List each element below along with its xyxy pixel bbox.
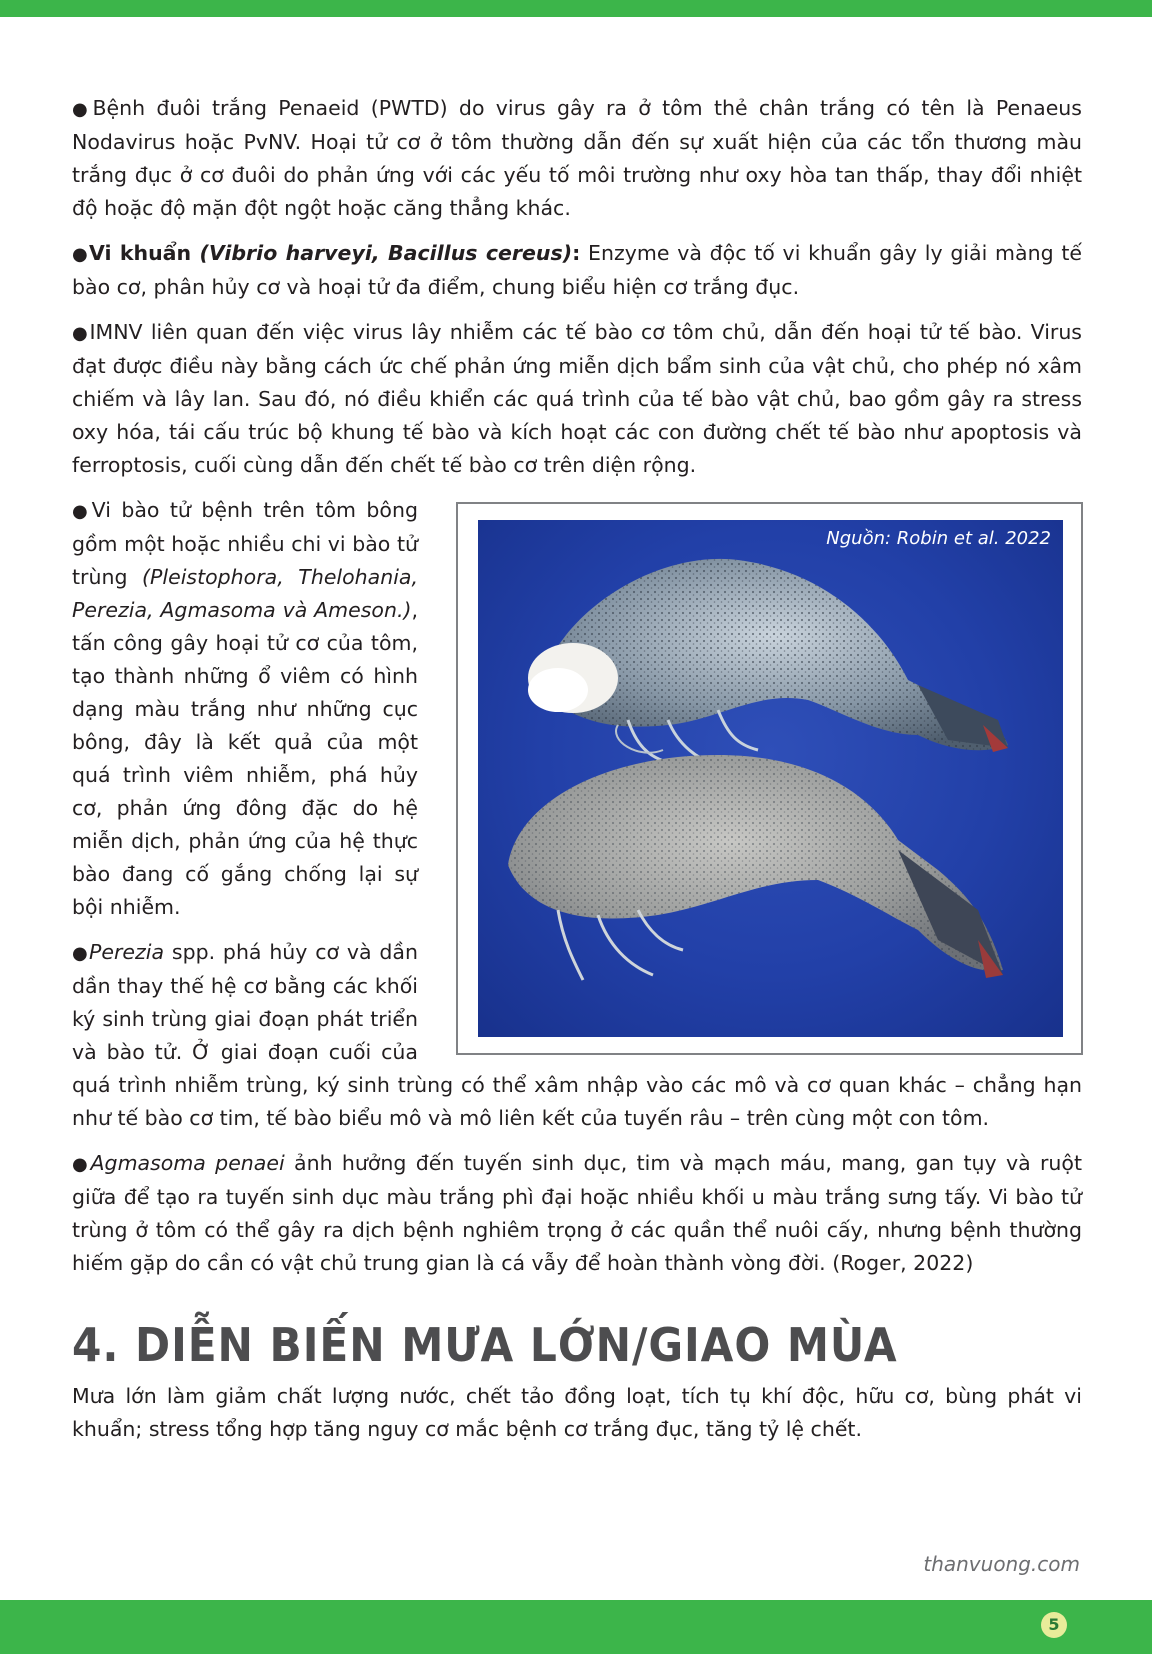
paragraph-text: Enzyme và độc tố vi khuẩn gây ly giải màng tế bào cơ, phân hủy cơ và hoại tử đa điểm, chung biểu hiện cơ trắng đục. <box>72 241 1082 299</box>
section-heading: 4. DIỄN BIẾN MƯA LỚN/GIAO MÙA <box>72 1318 898 1372</box>
bullet: ● <box>72 99 93 120</box>
shrimp-photo <box>478 520 1063 1037</box>
upper-shrimp <box>528 559 1008 765</box>
paragraph-text: , tấn công gây hoại tử cơ của tôm, tạo thành những ổ viêm có hình dạng màu trắng như những cục bông, đây là kết quả của một quá trình viêm nhiễm, phá hủy cơ, phản ứng đông đặc do hệ miễn dịch, phản ứng của hệ thực bào đang cố gắng chống lại sự bội nhiễm. <box>72 598 418 919</box>
photo-credit: Nguồn: Robin et al. 2022 <box>826 528 1051 549</box>
shrimp-illustration <box>478 520 1063 1037</box>
article-body <box>72 92 1082 1458</box>
bottom-green-bar <box>0 1600 1152 1654</box>
bullet: ● <box>72 1154 91 1175</box>
paragraph-agmasoma <box>72 1147 1082 1280</box>
paragraph-pwtd <box>72 92 1082 225</box>
paragraph-text: IMNV liên quan đến việc virus lây nhiễm các tế bào cơ tôm chủ, dẫn đến hoại tử tế bào. Virus đạt được điều này bằng cách ức chế phản ứng miễn dịch bẩm sinh của vật chủ, cho phép nó xâm chiếm và lây lan. Sau đó, nó điều khiển các quá trình của tế bào vật chủ, bao gồm gây ra stress oxy hóa, tái cấu trúc bộ khung tế bào và kích hoạt các con đường chết tế bào như apoptosis và ferroptosis, cuối cùng dẫn đến chết tế bào cơ trên diện rộng. <box>72 320 1082 477</box>
paragraph-text: Vi bào tử bệnh trên tôm bông gồm một hoặc nhiều chi vi bào tử trùng <box>72 498 418 589</box>
paragraph-text: Bệnh đuôi trắng Penaeid (PWTD) do virus gây ra ở tôm thẻ chân trắng có tên là Penaeus Nodavirus hoặc PvNV. Hoại tử cơ ở tôm thường dẫn đến sự xuất hiện của các tổn thương màu trắng đục ở cơ đuôi do phản ứng với các yếu tố môi trường như oxy hòa tan thấp, thay đổi nhiệt độ hoặc độ mặn đột ngột hoặc căng thẳng khác. <box>72 96 1082 220</box>
paragraph-text: ảnh hưởng đến tuyến sinh dục, tim và mạch máu, mang, gan tụy và ruột giữa để tạo ra tuyến sinh dục màu trắng phì đại hoặc nhiều khối u màu trắng sưng tấy. Vi bào tử trùng ở tôm có thể gây ra dịch bệnh nghiêm trọng ở các quần thể nuôi cấy, nhưng bệnh thường hiếm gặp do cần có vật chủ trung gian là cá vẫy để hoàn thành vòng đời. (Roger, 2022) <box>72 1151 1083 1275</box>
genus-name: Perezia <box>89 940 165 964</box>
bacteria-species: (Vibrio harveyi, Bacillus cereus) <box>199 241 573 265</box>
bullet: ● <box>72 501 92 522</box>
bacteria-label: Vi khuẩn <box>88 241 200 265</box>
shrimp-figure <box>456 502 1083 1055</box>
paragraph-imnv <box>72 316 1082 482</box>
section-paragraph: Mưa lớn làm giảm chất lượng nước, chết tảo đồng loạt, tích tụ khí độc, hữu cơ, bùng phát vi khuẩn; stress tổng hợp tăng nguy cơ mắc bệnh cơ trắng đục, tăng tỷ lệ chết. <box>72 1384 1082 1441</box>
bullet: ● <box>72 323 90 344</box>
website-url: thanvuong.com <box>923 1552 1080 1576</box>
genera-list: (Pleistophora, Thelohania, Perezia, Agmasoma và Ameson.) <box>72 565 418 622</box>
bullet: ● <box>72 244 89 265</box>
page-number: 5 <box>1041 1612 1067 1638</box>
lower-shrimp <box>508 755 1003 980</box>
species-name: Agmasoma penaei <box>90 1151 285 1175</box>
paragraph-bacteria <box>72 237 1082 304</box>
bullet: ● <box>72 943 90 964</box>
paragraph-text: spp. phá hủy cơ và dần dần thay thế hệ cơ bằng các khối ký sinh trùng giai đoạn phát triển và bào tử. Ở giai đoạn cuối của quá trình nhiễm trùng, ký sinh trùng có thể xâm nhập vào các mô và cơ quan khác – chẳng hạn như tế bào cơ tim, tế bào biểu mô và mô liên kết của tuyến râu – trên cùng một con tôm. <box>72 940 1082 1130</box>
top-green-bar <box>0 0 1152 17</box>
colon: : <box>572 241 581 265</box>
